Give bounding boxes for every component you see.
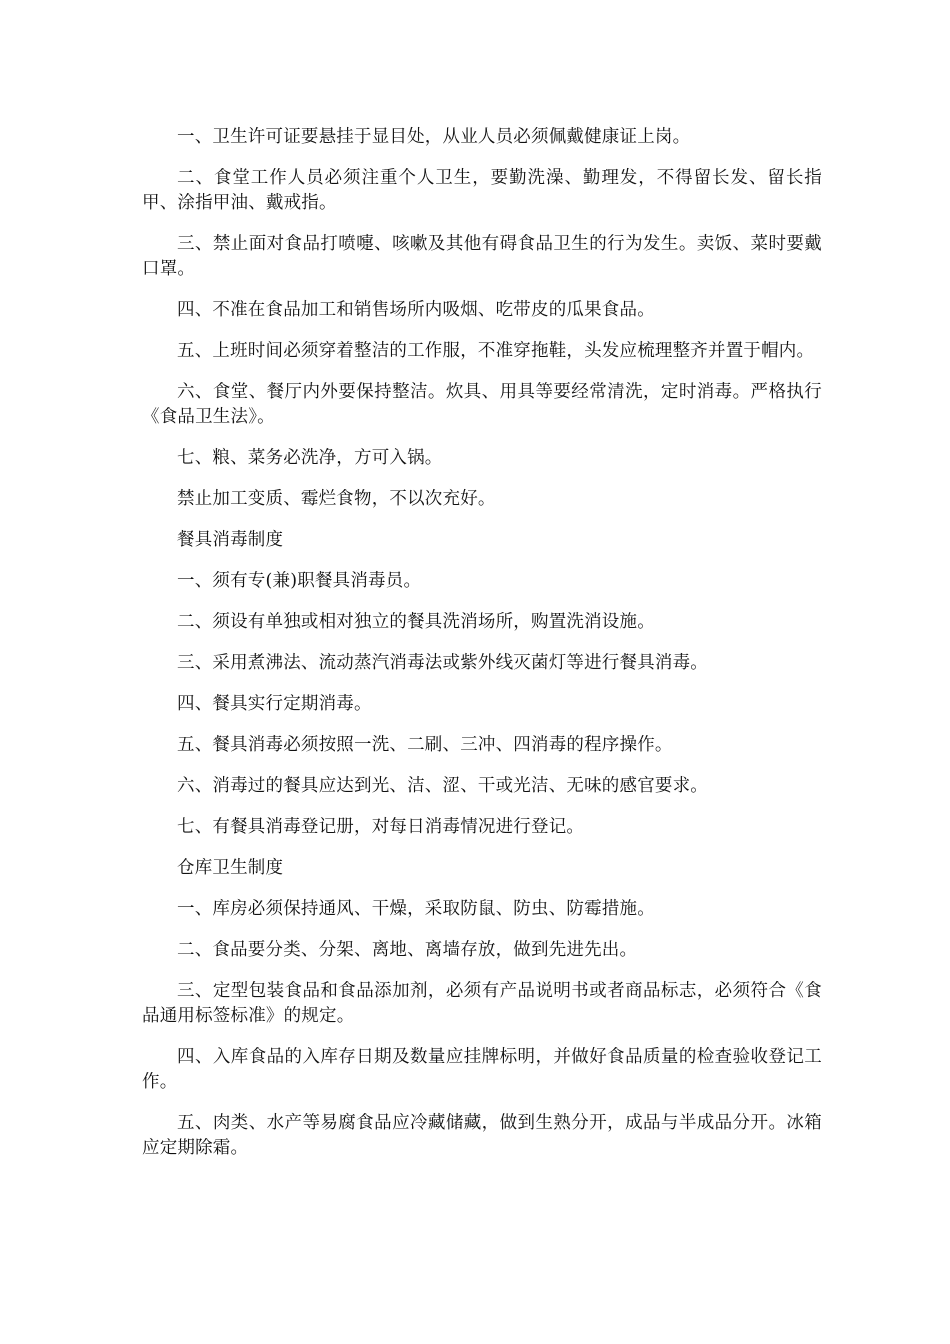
list-item: 五、肉类、水产等易腐食品应冷藏储藏，做到生熟分开，成品与半成品分开。冰箱应定期除霜。 xyxy=(142,1113,822,1158)
list-item: 六、消毒过的餐具应达到光、洁、涩、干或光洁、无味的感官要求。 xyxy=(177,776,708,796)
list-item: 一、须有专(兼)职餐具消毒员。 xyxy=(177,571,422,591)
list-item: 二、食品要分类、分架、离地、离墙存放，做到先进先出。 xyxy=(177,940,638,960)
paragraph: 一、卫生许可证要悬挂于显目处，从业人员必须佩戴健康证上岗。 xyxy=(177,127,691,147)
list-item: 七、有餐具消毒登记册，对每日消毒情况进行登记。 xyxy=(177,817,585,837)
paragraph: 二、食堂工作人员必须注重个人卫生，要勤洗澡、勤理发，不得留长发、留长指甲、涂指甲油、戴戒指。 xyxy=(142,168,822,213)
list-item: 五、餐具消毒必须按照一洗、二刷、三冲、四消毒的程序操作。 xyxy=(177,735,673,755)
section-title-tableware-disinfection: 餐具消毒制度 xyxy=(177,530,284,550)
list-item: 四、餐具实行定期消毒。 xyxy=(177,694,372,714)
paragraph: 五、上班时间必须穿着整洁的工作服，不准穿拖鞋，头发应梳理整齐并置于帽内。 xyxy=(177,341,815,361)
paragraph: 四、不准在食品加工和销售场所内吸烟、吃带皮的瓜果食品。 xyxy=(177,300,655,320)
list-item: 一、库房必须保持通风、干燥，采取防鼠、防虫、防霉措施。 xyxy=(177,899,655,919)
section-title-warehouse-hygiene: 仓库卫生制度 xyxy=(177,858,284,878)
paragraph: 六、食堂、餐厅内外要保持整洁。炊具、用具等要经常清洗，定时消毒。严格执行《食品卫生法》。 xyxy=(142,382,822,427)
list-item: 三、采用煮沸法、流动蒸汽消毒法或紫外线灭菌灯等进行餐具消毒。 xyxy=(177,653,708,673)
document-body xyxy=(142,125,822,1177)
list-item: 二、须设有单独或相对独立的餐具洗消场所，购置洗消设施。 xyxy=(177,612,655,632)
list-item: 三、定型包装食品和食品添加剂，必须有产品说明书或者商品标志，必须符合《食品通用标签标准》的规定。 xyxy=(142,981,822,1026)
list-item: 四、入库食品的入库存日期及数量应挂牌标明，并做好食品质量的检查验收登记工作。 xyxy=(142,1047,822,1092)
paragraph: 三、禁止面对食品打喷嚏、咳嗽及其他有碍食品卫生的行为发生。卖饭、菜时要戴口罩。 xyxy=(142,234,822,279)
paragraph: 七、粮、菜务必洗净，方可入锅。 xyxy=(177,448,443,468)
paragraph: 禁止加工变质、霉烂食物，不以次充好。 xyxy=(177,489,496,509)
